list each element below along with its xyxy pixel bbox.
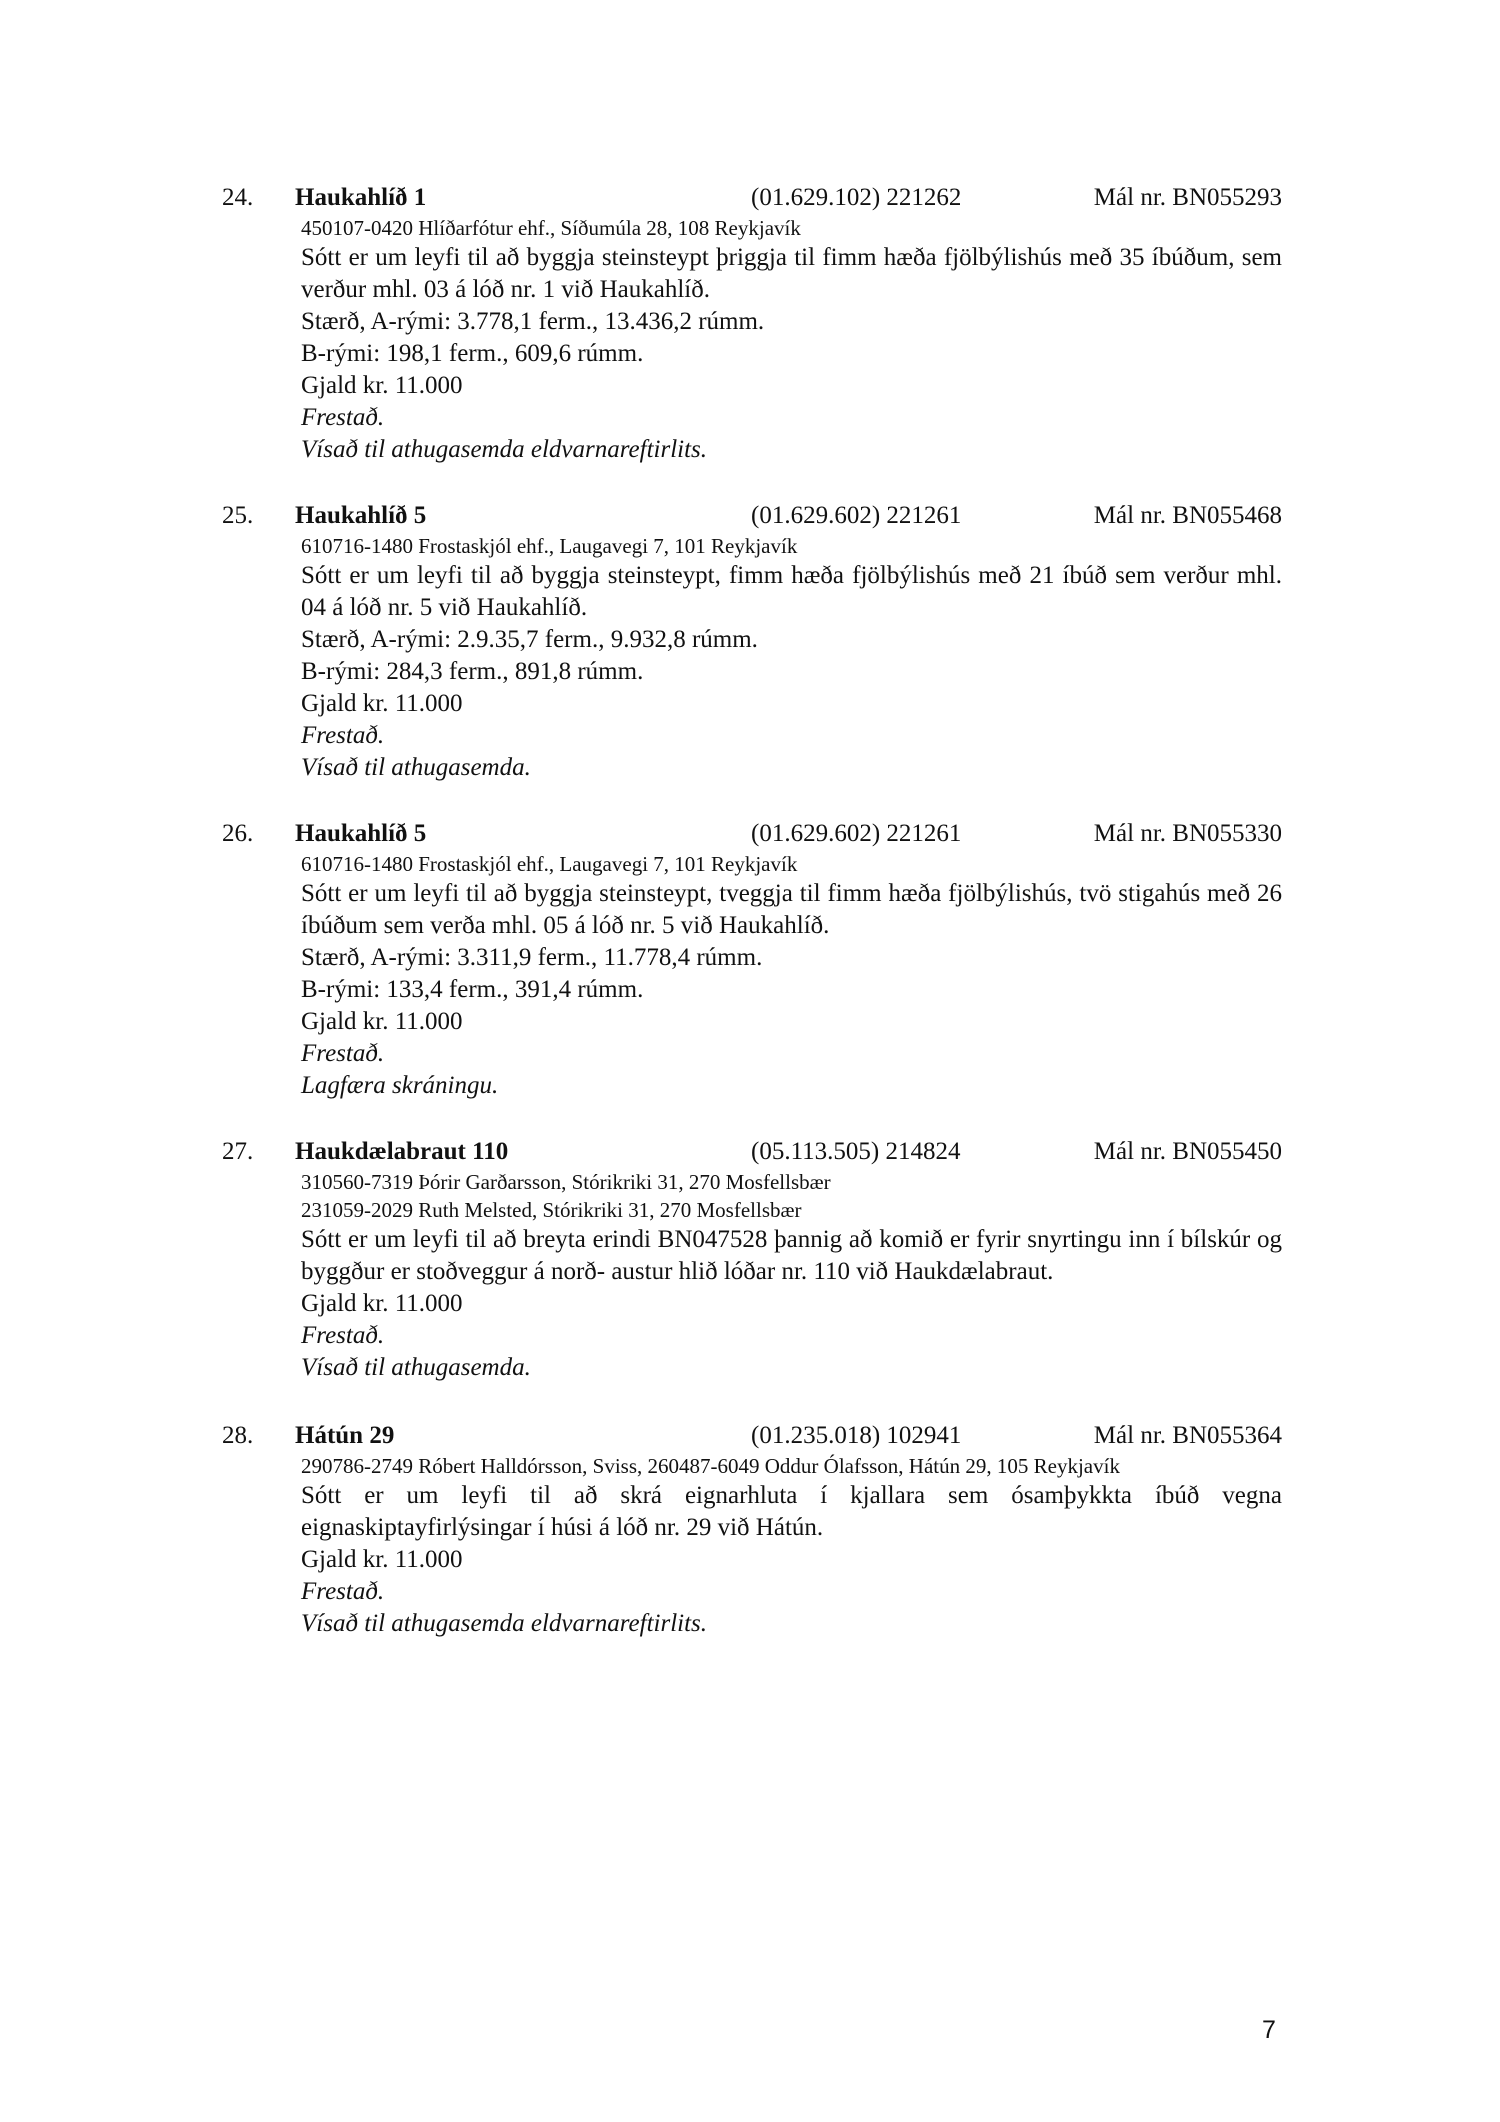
item-description: Sótt er um leyfi til að byggja steinsteypt, fimm hæða fjölbýlishús með 21 íbúð sem verður mhl. 04 á lóð nr. 5 við Haukahlíð. [301,562,1282,621]
decision-line: Vísað til athugasemda eldvarnareftirlits. [301,1610,708,1637]
item-body [301,214,1282,466]
fee-line: Gjald kr. 11.000 [301,1290,463,1317]
applicant-line: 450107-0420 Hlíðarfótur ehf., Síðumúla 28, 108 Reykjavík [301,216,801,240]
item-header [222,1420,1282,1452]
decision-line: Frestað. [301,1040,385,1067]
decision-line: Vísað til athugasemda. [301,1354,531,1381]
decision-line: Frestað. [301,722,385,749]
case-number: Mál nr. BN055330 [1093,820,1282,847]
size-line: Stærð, A-rými: 3.778,1 ferm., 13.436,2 rúmm. [301,308,765,335]
applicant-line: 610716-1480 Frostaskjól ehf., Laugavegi 7, 101 Reykjavík [301,534,798,558]
agenda-item [222,818,1282,1102]
decision-line: Frestað. [301,404,385,431]
item-description: Sótt er um leyfi til að breyta erindi BN047528 þannig að komið er fyrir snyrtingu inn í bílskúr og byggður er stoðveggur á norð- austur hlið lóðar nr. 110 við Haukdælabraut. [301,1226,1282,1285]
applicant-line: 610716-1480 Frostaskjól ehf., Laugavegi 7, 101 Reykjavík [301,852,798,876]
size-line: B-rými: 284,3 ferm., 891,8 rúmm. [301,658,644,685]
agenda-item [222,182,1282,466]
property-code: (01.629.102) 221262 [751,184,962,211]
decision-line: Frestað. [301,1322,385,1349]
agenda-item [222,1136,1282,1384]
applicant-line: 231059-2029 Ruth Melsted, Stórikriki 31, 270 Mosfellsbær [301,1198,802,1222]
item-body [301,850,1282,1102]
item-body [301,1452,1282,1640]
item-address: Hátún 29 [295,1422,395,1449]
item-body [301,1168,1282,1384]
decision-line: Vísað til athugasemda eldvarnareftirlits. [301,436,708,463]
applicant-line: 310560-7319 Þórir Garðarsson, Stórikriki 31, 270 Mosfellsbær [301,1170,831,1194]
item-header [222,182,1282,214]
item-description: Sótt er um leyfi til að byggja steinsteypt, tveggja til fimm hæða fjölbýlishús, tvö stigahús með 26 íbúðum sem verða mhl. 05 á lóð nr. 5 við Haukahlíð. [301,880,1282,939]
item-description: Sótt er um leyfi til að skrá eignarhluta í kjallara sem ósamþykkta íbúð vegna eignaskiptayfirlýsingar í húsi á lóð nr. 29 við Hátún. [301,1482,1282,1541]
item-description: Sótt er um leyfi til að byggja steinsteypt þriggja til fimm hæða fjölbýlishús með 35 íbúðum, sem verður mhl. 03 á lóð nr. 1 við Haukahlíð. [301,244,1282,303]
case-number: Mál nr. BN055450 [1093,1138,1282,1165]
size-line: B-rými: 198,1 ferm., 609,6 rúmm. [301,340,644,367]
fee-line: Gjald kr. 11.000 [301,690,463,717]
decision-line: Vísað til athugasemda. [301,754,531,781]
decision-line: Frestað. [301,1578,385,1605]
property-code: (01.629.602) 221261 [751,820,962,847]
page-number: 7 [1262,2016,1276,2044]
size-line: B-rými: 133,4 ferm., 391,4 rúmm. [301,976,644,1003]
property-code: (01.235.018) 102941 [751,1422,962,1449]
property-code: (01.629.602) 221261 [751,502,962,529]
item-number: 27. [222,1138,254,1165]
case-number: Mál nr. BN055293 [1093,184,1282,211]
applicant-line: 290786-2749 Róbert Halldórsson, Sviss, 260487-6049 Oddur Ólafsson, Hátún 29, 105 Reykjavík [301,1454,1120,1478]
fee-line: Gjald kr. 11.000 [301,1008,463,1035]
size-line: Stærð, A-rými: 3.311,9 ferm., 11.778,4 rúmm. [301,944,763,971]
fee-line: Gjald kr. 11.000 [301,372,463,399]
item-number: 28. [222,1422,254,1449]
item-number: 26. [222,820,254,847]
item-address: Haukahlíð 5 [295,502,427,529]
item-header [222,1136,1282,1168]
item-header [222,500,1282,532]
property-code: (05.113.505) 214824 [751,1138,961,1165]
size-line: Stærð, A-rými: 2.9.35,7 ferm., 9.932,8 rúmm. [301,626,758,653]
item-number: 24. [222,184,254,211]
item-header [222,818,1282,850]
agenda-item [222,500,1282,784]
item-address: Haukdælabraut 110 [295,1138,509,1165]
agenda-item [222,1420,1282,1640]
item-address: Haukahlíð 1 [295,184,427,211]
decision-line: Lagfæra skráningu. [301,1072,499,1099]
case-number: Mál nr. BN055364 [1093,1422,1282,1449]
item-body [301,532,1282,784]
item-address: Haukahlíð 5 [295,820,427,847]
case-number: Mál nr. BN055468 [1093,502,1282,529]
item-number: 25. [222,502,254,529]
fee-line: Gjald kr. 11.000 [301,1546,463,1573]
